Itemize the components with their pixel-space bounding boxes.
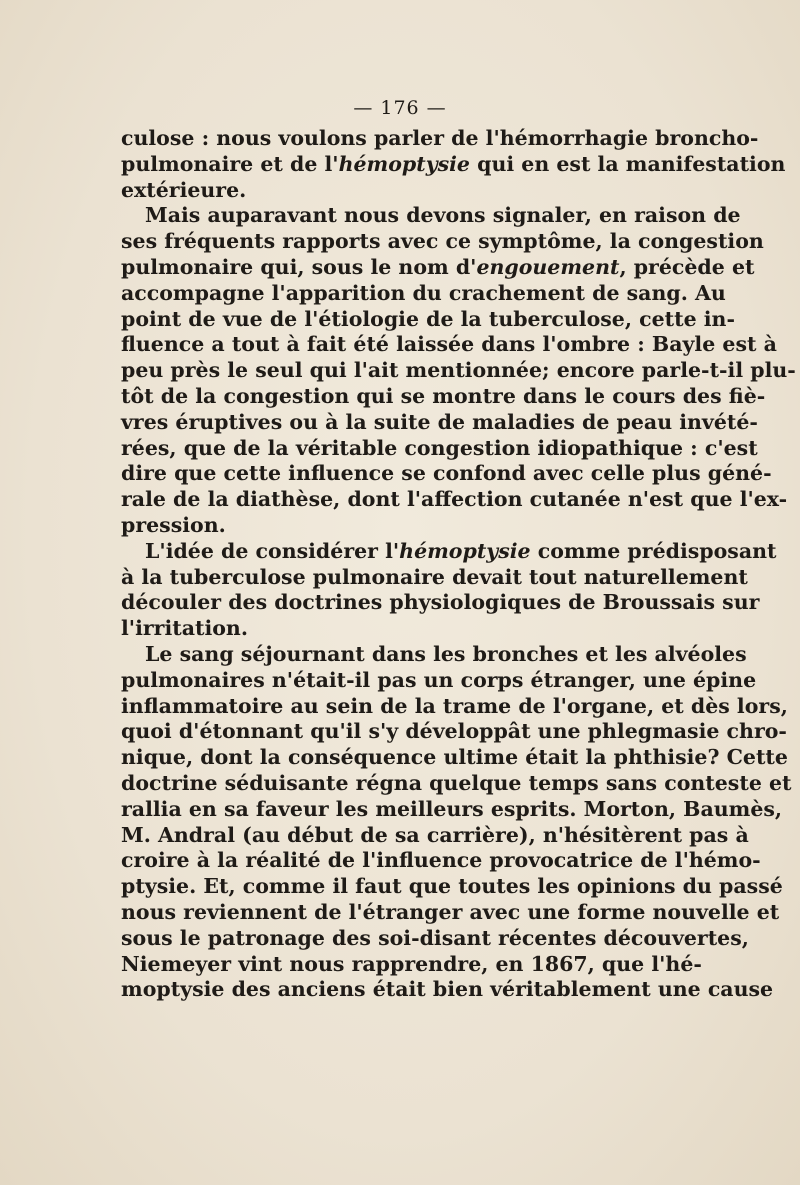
body-text (121, 126, 796, 1003)
text-line: moptysie des anciens était bien véritablement une cause (121, 977, 774, 1002)
text-line: dire que cette influence se confond avec celle plus géné- (121, 461, 772, 486)
paragraph (121, 126, 786, 203)
text-line: point de vue de l'étiologie de la tuberculose, cette in- (121, 306, 735, 331)
text-line: croire à la réalité de l'influence provocatrice de l'hémo- (121, 848, 761, 873)
text-line: pulmonaire qui, sous le nom d'engouement, précède et (121, 254, 755, 279)
italic-term: hémoptysie (338, 151, 470, 176)
text-line: ptysie. Et, comme il faut que toutes les opinions du passé (121, 874, 783, 899)
text-line: nous reviennent de l'étranger avec une forme nouvelle et (121, 899, 780, 924)
text-line: découler des doctrines physiologiques de Broussais sur (121, 590, 760, 615)
text-line: extérieure. (121, 177, 247, 202)
italic-term: engouement (476, 254, 620, 279)
text-line: fluence a tout à fait été laissée dans l'ombre : Bayle est à (121, 332, 777, 357)
text-line: accompagne l'apparition du crachement de sang. Au (121, 280, 726, 305)
text-line: peu près le seul qui l'ait mentionnée; encore parle-t-il plu- (121, 358, 796, 383)
text-line: inflammatoire au sein de la trame de l'organe, et dès lors, (121, 693, 788, 718)
text-line: M. Andral (au début de sa carrière), n'hésitèrent pas à (121, 822, 749, 847)
text-line: L'idée de considérer l'hémoptysie comme prédisposant (145, 538, 777, 563)
text-line: Mais auparavant nous devons signaler, en raison de (145, 203, 741, 228)
text-line: sous le patronage des soi-disant récentes découvertes, (121, 925, 749, 950)
text-line: culose : nous voulons parler de l'hémorrhagie broncho- (121, 126, 759, 150)
text-line: à la tuberculose pulmonaire devait tout naturellement (121, 564, 748, 589)
text-line: rallia en sa faveur les meilleurs esprits. Morton, Baumès, (121, 796, 783, 821)
text-line: l'irritation. (121, 616, 248, 641)
text-line: Le sang séjournant dans les bronches et les alvéoles (145, 641, 747, 666)
text-line: Niemeyer vint nous rapprendre, en 1867, que l'hé- (121, 951, 702, 976)
text-line: nique, dont la conséquence ultime était la phthisie? Cette (121, 745, 788, 770)
paragraph (121, 641, 792, 1003)
text-line: rale de la diathèse, dont l'affection cutanée n'est que l'ex- (121, 487, 788, 512)
italic-term: hémoptysie (399, 538, 531, 563)
text-line: ses fréquents rapports avec ce symptôme, la congestion (121, 229, 764, 254)
text-line: doctrine séduisante régna quelque temps sans conteste et (121, 770, 792, 795)
text-line: quoi d'étonnant qu'il s'y développât une phlegmasie chro- (121, 719, 787, 744)
paragraph (121, 538, 777, 642)
text-line: pulmonaires n'était-il pas un corps étranger, une épine (121, 667, 757, 692)
text-line: pression. (121, 512, 226, 537)
paragraph (121, 203, 796, 538)
text-line: rées, que de la véritable congestion idiopathique : c'est (121, 435, 758, 460)
text-line: tôt de la congestion qui se montre dans le cours des fiè- (121, 383, 766, 408)
text-line: pulmonaire et de l'hémoptysie qui en est la manifestation (121, 151, 786, 176)
text-line: vres éruptives ou à la suite de maladies de peau invété- (121, 409, 758, 434)
page-number-header: — 176 — (353, 97, 447, 119)
